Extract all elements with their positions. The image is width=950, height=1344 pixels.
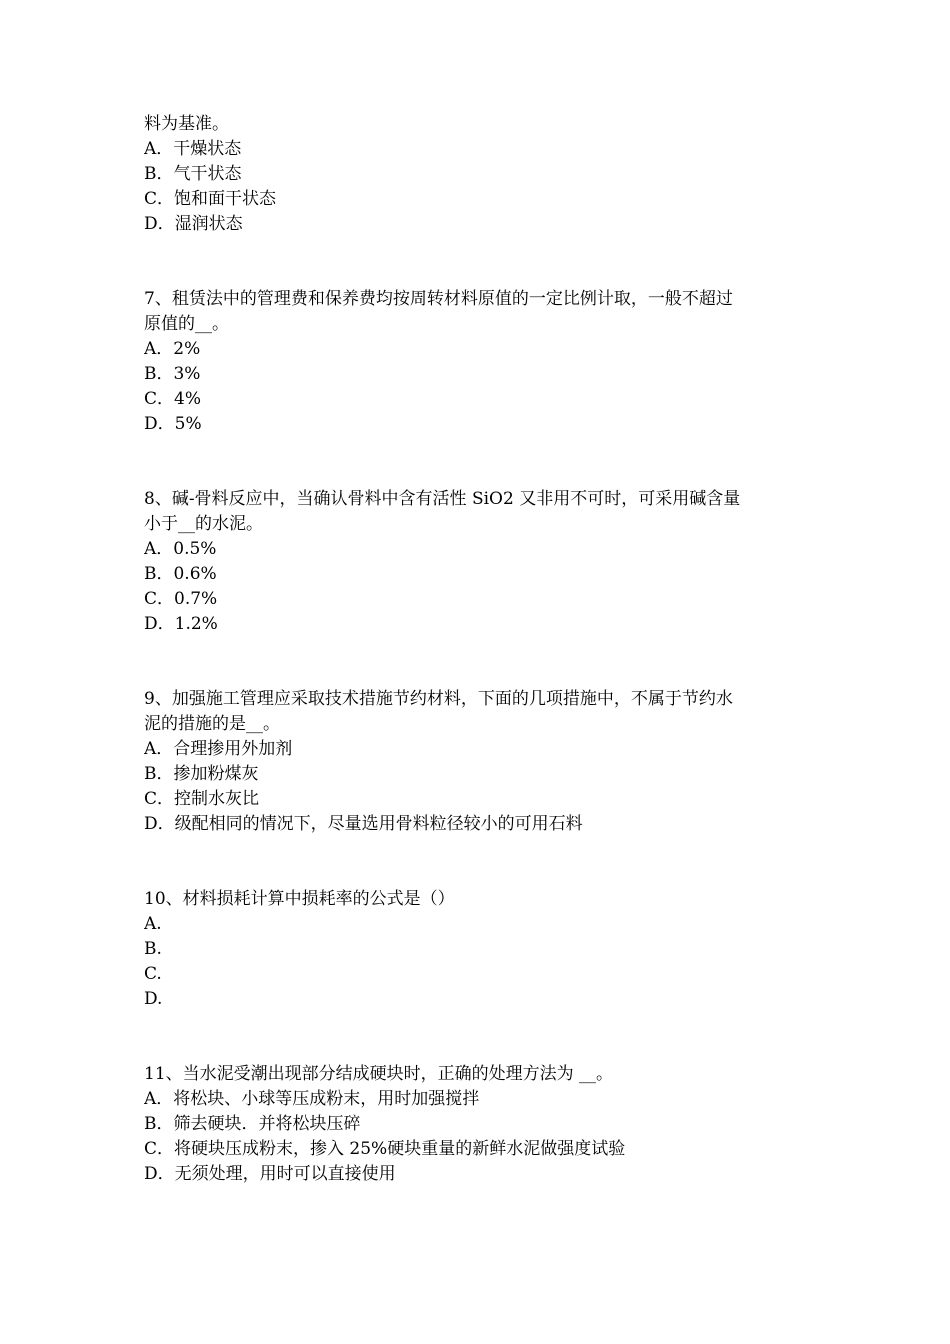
document-content bbox=[144, 112, 809, 1187]
question-7 bbox=[144, 287, 809, 437]
question-9 bbox=[144, 687, 809, 837]
question-7-option-d: D．5% bbox=[144, 414, 202, 434]
question-9-option-a: A．合理掺用外加剂 bbox=[144, 739, 293, 759]
question-7-text-line-1: 7、租赁法中的管理费和保养费均按周转材料原值的一定比例计取，一般不超过 bbox=[144, 289, 733, 309]
question-8 bbox=[144, 487, 809, 637]
question-6-option-a: A．干燥状态 bbox=[144, 139, 242, 159]
question-8-text-line-1: 8、碱-骨料反应中，当确认骨料中含有活性 SiO2 又非用不可时，可采用碱含量 bbox=[144, 489, 741, 509]
question-9-text-line-2: 泥的措施的是__。 bbox=[144, 714, 280, 734]
question-6-continuation bbox=[144, 112, 809, 237]
question-6-option-b: B．气干状态 bbox=[144, 164, 242, 184]
question-9-option-c: C．控制水灰比 bbox=[144, 789, 260, 809]
question-8-option-d: D．1.2% bbox=[144, 614, 218, 634]
question-7-option-c: C．4% bbox=[144, 389, 201, 409]
question-9-option-d: D．级配相同的情况下，尽量选用骨料粒径较小的可用石料 bbox=[144, 814, 583, 834]
question-8-option-c: C．0.7% bbox=[144, 589, 218, 609]
question-10-option-b: B. bbox=[144, 939, 162, 959]
question-8-text-line-2: 小于__的水泥。 bbox=[144, 514, 263, 534]
question-8-option-b: B．0.6% bbox=[144, 564, 217, 584]
question-9-text-line-1: 9、加强施工管理应采取技术措施节约材料，下面的几项措施中，不属于节约水 bbox=[144, 689, 733, 709]
question-7-option-a: A．2% bbox=[144, 339, 201, 359]
question-7-text-line-2: 原值的__。 bbox=[144, 314, 229, 334]
question-10-option-c: C. bbox=[144, 964, 162, 984]
question-11 bbox=[144, 1062, 809, 1187]
question-10-option-a: A. bbox=[144, 914, 162, 934]
question-11-option-c: C．将硬块压成粉末，掺入 25%硬块重量的新鲜水泥做强度试验 bbox=[144, 1139, 626, 1159]
question-6-option-c: C．饱和面干状态 bbox=[144, 189, 277, 209]
question-11-option-b: B．筛去硬块．并将松块压碎 bbox=[144, 1114, 361, 1134]
question-9-option-b: B．掺加粉煤灰 bbox=[144, 764, 259, 784]
question-8-option-a: A．0.5% bbox=[144, 539, 217, 559]
question-11-option-d: D．无须处理，用时可以直接使用 bbox=[144, 1164, 396, 1184]
question-11-option-a: A．将松块、小球等压成粉末，用时加强搅拌 bbox=[144, 1089, 480, 1109]
question-10 bbox=[144, 887, 809, 1012]
question-6-option-d: D．湿润状态 bbox=[144, 214, 243, 234]
question-6-text-tail: 料为基准。 bbox=[144, 114, 229, 134]
question-7-option-b: B．3% bbox=[144, 364, 201, 384]
question-11-text-line-1: 11、当水泥受潮出现部分结成硬块时，正确的处理方法为 __。 bbox=[144, 1064, 614, 1084]
question-10-option-d: D. bbox=[144, 989, 163, 1009]
question-10-text-line-1: 10、材料损耗计算中损耗率的公式是（） bbox=[144, 889, 455, 909]
